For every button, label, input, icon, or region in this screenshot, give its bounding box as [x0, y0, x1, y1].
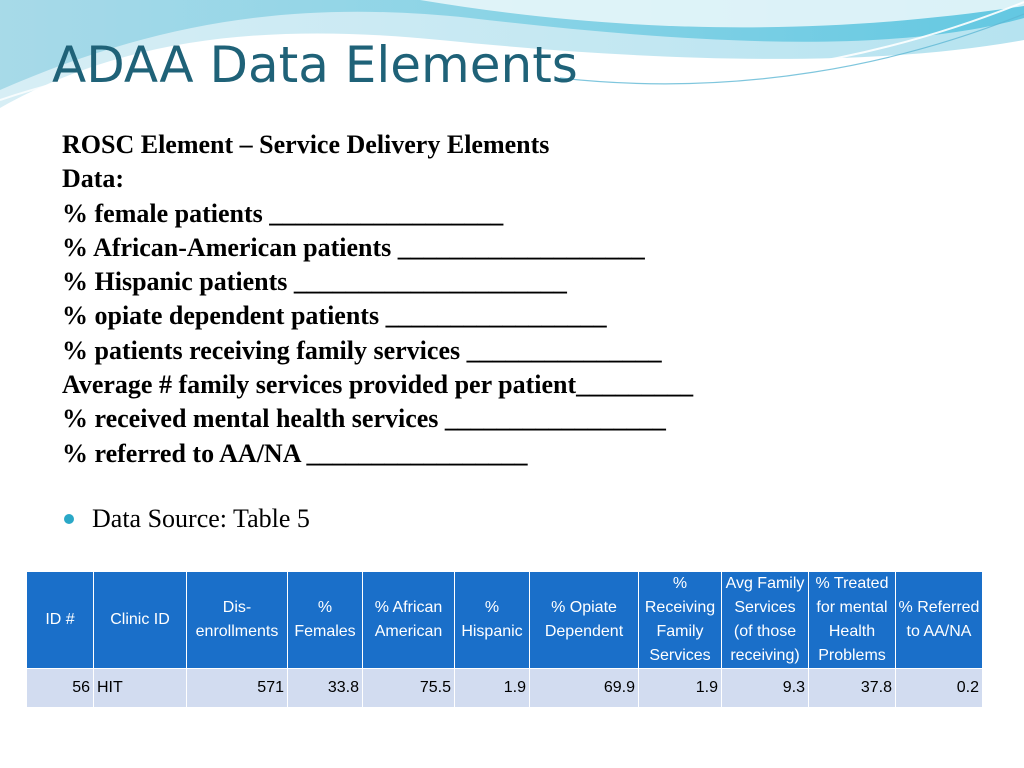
- table-cell: 69.9: [530, 669, 639, 708]
- data-table: [26, 571, 983, 708]
- table-cell: 9.3: [722, 669, 809, 708]
- table-header-cell: % Referred to AA/NA: [896, 572, 983, 669]
- table-cell: 1.9: [455, 669, 530, 708]
- table-header-cell: % Opiate Dependent: [530, 572, 639, 669]
- table-header-cell: % African American: [363, 572, 455, 669]
- list-item: % African-American patients ___________________: [62, 232, 645, 262]
- list-item: % patients receiving family services _______________: [62, 335, 662, 365]
- data-elements-list: [62, 128, 693, 471]
- data-label: Data:: [62, 164, 125, 194]
- table-header-cell: % Treated for mental Health Problems: [809, 572, 896, 669]
- table-header-cell: Dis-enrollments: [187, 572, 288, 669]
- table-header-cell: Clinic ID: [94, 572, 187, 669]
- section-heading: ROSC Element – Service Delivery Elements: [62, 130, 550, 159]
- data-source-bullet: [62, 504, 310, 534]
- table-header-cell: % Receiving Family Services: [639, 572, 722, 669]
- table-cell: 75.5: [363, 669, 455, 708]
- table-cell: 0.2: [896, 669, 983, 708]
- table-row: [27, 669, 983, 708]
- list-item: % Hispanic patients _____________________: [62, 267, 567, 297]
- table-cell: 33.8: [288, 669, 363, 708]
- table-header-cell: ID #: [27, 572, 94, 669]
- slide-title: ADAA Data Elements: [52, 36, 578, 94]
- list-item: Average # family services provided per patient_________: [62, 370, 694, 400]
- list-item: % female patients __________________: [62, 198, 504, 228]
- table-header-cell: % Hispanic: [455, 572, 530, 669]
- list-item: % received mental health services _________________: [62, 404, 666, 434]
- table-cell: 1.9: [639, 669, 722, 708]
- table-header-row: [27, 572, 983, 669]
- bullet-icon: [64, 514, 74, 524]
- table-header-cell: Avg Family Services (of those receiving): [722, 572, 809, 669]
- table-cell: 571: [187, 669, 288, 708]
- table-cell: 56: [27, 669, 94, 708]
- table-header-cell: % Females: [288, 572, 363, 669]
- table-cell: HIT: [94, 669, 187, 708]
- list-item: % opiate dependent patients _________________: [62, 301, 607, 331]
- list-item: % referred to AA/NA _________________: [62, 438, 528, 468]
- data-source-text: Data Source: Table 5: [92, 504, 310, 533]
- table-cell: 37.8: [809, 669, 896, 708]
